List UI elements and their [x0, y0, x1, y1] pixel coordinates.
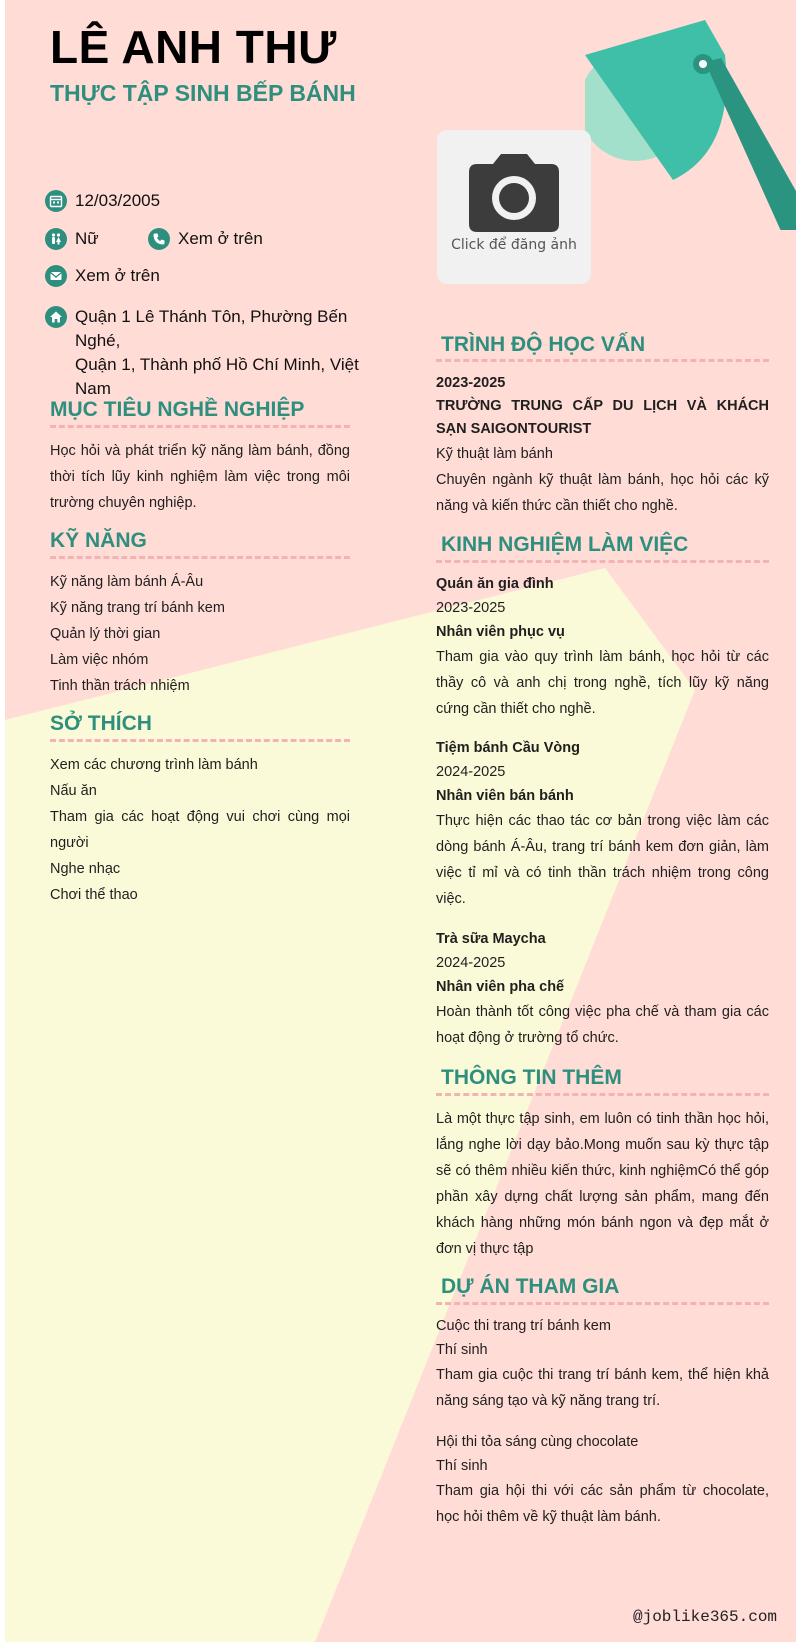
list-item: Nghe nhạc	[50, 861, 121, 877]
address-line-1: Quận 1 Lê Thánh Tôn, Phường Bến Nghé,	[75, 307, 348, 350]
project-description: Tham gia cuộc thi trang trí bánh kem, thể hiện khả năng sáng tạo và kỹ năng trang trí.	[436, 1367, 769, 1409]
experience-period: 2024-2025	[436, 764, 506, 780]
list-item: Tinh thần trách nhiệm	[50, 678, 190, 694]
address-line-2: Quận 1, Thành phố Hồ Chí Minh, Việt Nam	[75, 355, 359, 398]
experience-company: Tiệm bánh Cầu Vòng	[436, 740, 580, 756]
project-name: Cuộc thi trang trí bánh kem	[436, 1318, 611, 1334]
list-item: Chơi thể thao	[50, 887, 138, 903]
contact-gender	[45, 227, 99, 251]
email-icon	[45, 265, 67, 287]
footer-watermark: @joblike365.com	[633, 1608, 778, 1626]
hobbies-title: SỞ THÍCH	[50, 712, 152, 735]
education-description: Chuyên ngành kỹ thuật làm bánh, học hỏi các kỹ năng và kiến thức cần thiết cho nghề.	[436, 472, 769, 514]
skills-divider	[50, 556, 350, 559]
experience-company: Trà sữa Maycha	[436, 931, 546, 947]
skills-list	[50, 569, 350, 699]
gender-icon	[45, 228, 67, 250]
lamp-icon	[585, 10, 796, 230]
experience-role: Nhân viên pha chế	[436, 979, 565, 995]
project-item	[436, 1314, 769, 1414]
contact-dob	[45, 189, 160, 213]
camera-icon	[467, 152, 561, 234]
list-item: Làm việc nhóm	[50, 652, 149, 668]
home-icon	[45, 306, 67, 328]
experience-period: 2023-2025	[436, 600, 506, 616]
phone-icon	[148, 228, 170, 250]
experience-role: Nhân viên bán bánh	[436, 788, 574, 804]
experience-item	[436, 928, 769, 1051]
hobbies-divider	[50, 739, 350, 742]
gender-value: Nữ	[75, 229, 99, 248]
education-divider	[436, 359, 769, 362]
experience-role: Nhân viên phục vụ	[436, 624, 565, 640]
list-item: Nấu ăn	[50, 783, 97, 799]
experience-description: Hoàn thành tốt công việc pha chế và tham gia các hoạt động ở trường tổ chức.	[436, 1004, 769, 1046]
experience-description: Tham gia vào quy trình làm bánh, học hỏi từ các thầy cô và anh chị trong nghề, tích lũy kỹ năng cứng cần thiết cho nghề.	[436, 649, 769, 717]
photo-upload-label: Click để đăng ảnh	[451, 237, 577, 253]
dob-value: 12/03/2005	[75, 191, 161, 210]
project-role: Thí sinh	[436, 1458, 488, 1474]
cv-page	[5, 0, 796, 1642]
education-block	[436, 372, 769, 519]
education-period: 2023-2025	[436, 375, 506, 391]
job-position: THỰC TẬP SINH BẾP BÁNH	[50, 80, 356, 106]
experience-item	[436, 573, 769, 722]
projects-title: DỰ ÁN THAM GIA	[441, 1275, 620, 1298]
address-value	[75, 305, 375, 401]
objective-title: MỤC TIÊU NGHỀ NGHIỆP	[50, 398, 305, 421]
project-description: Tham gia hội thi với các sản phẩm từ chocolate, học hỏi thêm về kỹ thuật làm bánh.	[436, 1483, 769, 1525]
skills-title: KỸ NĂNG	[50, 529, 147, 552]
contact-address	[45, 305, 375, 401]
education-title: TRÌNH ĐỘ HỌC VẤN	[441, 333, 646, 356]
candidate-name: LÊ ANH THƯ	[50, 21, 337, 73]
experience-period: 2024-2025	[436, 955, 506, 971]
email-value: Xem ở trên	[75, 266, 160, 285]
contact-email	[45, 264, 160, 288]
additional-text: Là một thực tập sinh, em luôn có tinh thần học hỏi, lắng nghe lời dạy bảo.Mong muốn sau kỳ thực tập sẽ có thêm nhiều kiến thức, kinh nghiệmCó thể góp phần xây dựng chất lượng sản phẩm, mang đến khách hàng những món bánh ngon và đẹp mắt ở đơn vị thực tập	[436, 1111, 769, 1257]
calendar-icon	[45, 190, 67, 212]
projects-divider	[436, 1302, 769, 1305]
list-item: Tham gia các hoạt động vui chơi cùng mọi người	[50, 809, 350, 851]
objective-divider	[50, 425, 350, 428]
project-name: Hội thi tỏa sáng cùng chocolate	[436, 1434, 639, 1450]
project-role: Thí sinh	[436, 1342, 488, 1358]
experience-item	[436, 737, 769, 912]
experience-divider	[436, 560, 769, 563]
project-item	[436, 1430, 769, 1530]
education-school: TRƯỜNG TRUNG CẤP DU LỊCH VÀ KHÁCH SẠN SAIGONTOURIST	[436, 398, 769, 437]
additional-title: THÔNG TIN THÊM	[441, 1066, 622, 1089]
education-major: Kỹ thuật làm bánh	[436, 446, 553, 462]
contact-phone	[148, 227, 263, 251]
list-item: Kỹ năng trang trí bánh kem	[50, 600, 225, 616]
experience-description: Thực hiện các thao tác cơ bản trong việc làm các dòng bánh Á-Âu, trang trí bánh kem đơn giản, làm việc tỉ mỉ và có tinh thần trách nhiệm trong công việc.	[436, 813, 769, 907]
objective-text: Học hỏi và phát triển kỹ năng làm bánh, đồng thời tích lũy kinh nghiệm làm việc trong môi trường chuyên nghiệp.	[50, 443, 350, 511]
experience-company: Quán ăn gia đình	[436, 576, 554, 592]
hobbies-list	[50, 752, 350, 908]
list-item: Quản lý thời gian	[50, 626, 161, 642]
experience-title: KINH NGHIỆM LÀM VIỆC	[441, 533, 689, 556]
phone-value: Xem ở trên	[178, 229, 263, 248]
list-item: Xem các chương trình làm bánh	[50, 757, 258, 773]
photo-upload[interactable]	[437, 130, 591, 284]
additional-divider	[436, 1093, 769, 1096]
list-item: Kỹ năng làm bánh Á-Âu	[50, 574, 204, 590]
